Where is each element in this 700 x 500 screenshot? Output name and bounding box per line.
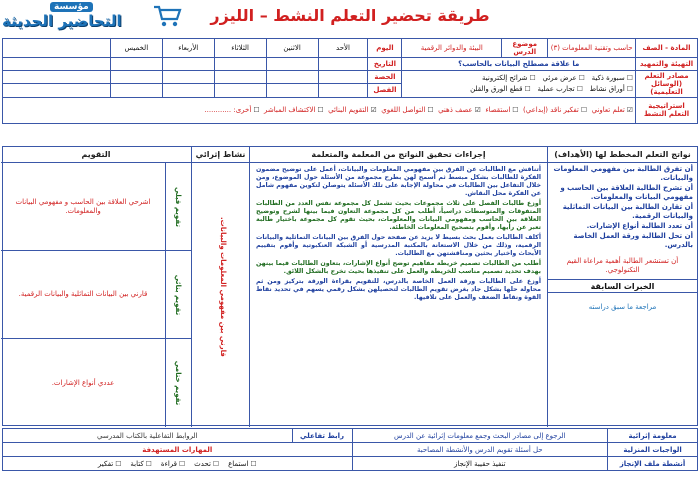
skills-label: المهارات المستهدفة bbox=[3, 443, 353, 457]
strategies-label: استراتيجية التعلم النشط bbox=[636, 97, 698, 123]
procedure-paragraph: أطلب من الطالبات تصميم خريطة مفاهيم توضح أنواع الإشارات، بتعاون الطالبات فيما بينهن بهدف تحديد تصميم مناسب للخريطة والعمل على تنفيذها بحيث تخرج بالشكل اللائق. bbox=[256, 260, 541, 275]
period-cell[interactable] bbox=[214, 70, 266, 84]
evaluation-row bbox=[1, 339, 191, 427]
day-cell: الأربعاء bbox=[162, 39, 214, 58]
resource-option[interactable]: ☐ أوراق نشاط bbox=[590, 85, 633, 93]
enrichment-value: الرجوع إلى مصادر البحث وجمع معلومات إثرائية عن الدرس bbox=[352, 429, 608, 443]
activity-header: نشاط إثرائي bbox=[192, 147, 249, 163]
evaluation-text: قارني بين البيانات التماثلية والبيانات الرقمية. bbox=[18, 290, 148, 298]
lesson-info-table bbox=[2, 38, 698, 124]
evaluation-header: التقويم bbox=[1, 147, 191, 163]
lesson-body bbox=[2, 146, 698, 426]
prior-knowledge-header: الخبرات السابقة bbox=[548, 279, 697, 293]
logo-main-text: التحاضير الحديثة bbox=[2, 12, 122, 30]
skill-option[interactable]: ☐ كتابة bbox=[130, 460, 152, 468]
period-cell[interactable] bbox=[162, 70, 214, 84]
strategy-option[interactable]: ☐ استقصاء bbox=[485, 106, 518, 114]
procedure-paragraph: أوزع على الطالبات ورقة العمل الخاصة بالدرس، للتقويم بقراءة الورقة بتركيز ومن ثم محاولة حلها بشكل جاد بغرض تقويم الطالبات لتحصيلهن بشكل رقمي يسهم في تحديد نقاط القوة ونقاط الضعف والعمل على تلافيها. bbox=[256, 278, 541, 301]
class-label: الفصل bbox=[368, 84, 402, 98]
date-cell[interactable] bbox=[318, 58, 368, 71]
topic-label: موضوع الدرس bbox=[502, 39, 548, 58]
day-cell: الأحد bbox=[318, 39, 368, 58]
period-cell[interactable] bbox=[266, 70, 318, 84]
class-cell[interactable] bbox=[110, 84, 162, 98]
portfolio-value: تنفيذ حقيبة الإنجاز bbox=[352, 457, 608, 471]
procedure-paragraph: أوزع طالبات الفصل على ثلاث مجموعات بحيث تشمل كل مجموعة نفس العدد من الطالبات المتفوقات والمتوسطات دراسياً، أطلب من كل مجموعة التعاون فيما بينها لشرح وتوضيح العلاقة بين الحاسب ومفهومي البيانات والمعلومات، بحيث تقوم كل مجموعة باختيار طالبة تعبر عن رأيها، وأقوم بتصحيح المعلومات الخاطئة. bbox=[256, 200, 541, 231]
evaluation-row bbox=[1, 251, 191, 339]
day-cell: الاثنين bbox=[266, 39, 318, 58]
procedure-paragraph: أكلف الطالبات بعمل بحث بسيط لا يزيد عن صفحة حول الفرق بين البيانات التماثلية والبيانات الرقمية، وذلك من خلال الاستعانة بالمكتبة المدرسية أو الشبكة العنكبوتية وأقوم بتقييم الأبحاث واختيار بحثين ومناقشتهن مع الطالبات. bbox=[256, 234, 541, 257]
activity-value: قارني بين مفهومي المعلومات والبيانات. bbox=[219, 217, 227, 357]
class-cell[interactable] bbox=[318, 84, 368, 98]
day-cell: الثلاثاء bbox=[214, 39, 266, 58]
objective-item: أن تفرق الطالبة بين مفهومي المعلومات والبيانات. bbox=[553, 165, 693, 182]
objective-value: أن تستشعر الطالبة أهمية مراعاة القيم التكنولوجي. bbox=[566, 257, 679, 274]
evaluation-type-cell bbox=[165, 163, 191, 250]
objective-item: أن تعدد الطالبة أنواع الإشارات. bbox=[586, 222, 693, 230]
evaluation-type: تقويم ختامي bbox=[174, 360, 182, 406]
procedures-column bbox=[249, 147, 547, 427]
period-cell[interactable] bbox=[318, 70, 368, 84]
topic-value: البيئة والدوائر الرقمية bbox=[402, 39, 502, 58]
procedures-header: إجراءات تحقيق النواتج من المعلمة والمتعلمة bbox=[250, 147, 547, 163]
class-cell[interactable] bbox=[162, 84, 214, 98]
page-title: طريقة تحضير التعلم النشط – الليزر bbox=[210, 6, 490, 25]
skill-option[interactable]: ☐ تفكير bbox=[98, 460, 122, 468]
intro-label: التهيئة والتمهيد bbox=[636, 58, 698, 71]
skill-option[interactable]: ☐ استماع bbox=[228, 460, 257, 468]
strategy-option[interactable]: ☐ تفكير ناقد (إبداعي) bbox=[523, 106, 587, 114]
intro-value: ما علاقة مصطلح البيانات بالحاسب؟ bbox=[402, 58, 636, 71]
strategy-option[interactable]: ☐ الاكتشاف المباشر bbox=[264, 106, 324, 114]
objective-item: أن تشرح الطالبة العلاقة بين الحاسب و مفهومي البيانات والمعلومات. bbox=[560, 184, 693, 201]
prior-knowledge-value: مراجعة ما سبق دراسته bbox=[588, 303, 657, 311]
skills-options bbox=[3, 457, 353, 471]
evaluation-row bbox=[1, 163, 191, 251]
date-cell[interactable] bbox=[266, 58, 318, 71]
evaluation-text: اشرحي العلاقة بين الحاسب و مفهومي البيانات والمعلومات. bbox=[15, 197, 151, 215]
strategy-option[interactable]: ☑ تعلم تعاوني bbox=[592, 106, 633, 114]
date-cell[interactable] bbox=[3, 58, 111, 71]
strategy-option[interactable]: ☐ أخرى: ............ bbox=[204, 106, 259, 114]
resources-label: مصادر التعلم (الوسائل التعليمية) bbox=[636, 70, 698, 97]
evaluation-type: تقويم قبلي bbox=[174, 186, 182, 227]
objective-item: أن تقارن الطالبة بين البيانات التماثلية والبيانات الرقمية. bbox=[562, 203, 693, 220]
strategy-option[interactable]: ☑ التقويم البنائي bbox=[328, 106, 377, 114]
skill-option[interactable]: ☐ قراءة bbox=[161, 460, 185, 468]
subject-value: حاسب وتقنية المعلومات (٣) bbox=[548, 39, 636, 58]
subject-label: المادة - الصف bbox=[636, 39, 698, 58]
class-cell[interactable] bbox=[214, 84, 266, 98]
strategy-option[interactable]: ☐ التواصل اللغوي bbox=[381, 106, 433, 114]
homework-label: الواجبات المنزلية bbox=[608, 443, 698, 457]
date-cell[interactable] bbox=[110, 58, 162, 71]
period-label: الحصة bbox=[368, 70, 402, 84]
objectives-column bbox=[547, 147, 697, 427]
objective-item: أن تحل الطالبة ورقة العمل الخاصة بالدرس. bbox=[573, 232, 693, 249]
activity-column bbox=[191, 147, 249, 427]
class-cell[interactable] bbox=[266, 84, 318, 98]
resources-options bbox=[402, 70, 636, 97]
class-cell[interactable] bbox=[3, 84, 111, 98]
procedures-text bbox=[250, 163, 547, 307]
interactive-link-label: رابط تفاعلي bbox=[292, 429, 352, 443]
period-cell[interactable] bbox=[110, 70, 162, 84]
skill-option[interactable]: ☐ تحدث bbox=[194, 460, 219, 468]
resource-option[interactable]: ☐ سبورة ذكية bbox=[592, 74, 633, 82]
date-cell[interactable] bbox=[214, 58, 266, 71]
procedure-paragraph: أتناقش مع الطالبات عن الفرق بين مفهومي المعلومات والبيانات، أعمل على توضيح مضمون الفكرة للطالبات بشكل مبسط ثم أسمح لهن بطرح مجموعة من الأسئلة حول الموضوع، ومن خلال التفاعل بين الطالبات في محاولة الإجابة على تلك الأسئلة يتوصلن لتكوين مفهوم شامل عن الفكرة محل النقاش. bbox=[256, 166, 541, 197]
resource-option[interactable]: ☐ تجارب عملية bbox=[538, 85, 583, 93]
interactive-link-value[interactable]: الروابط التفاعلية بالكتاب المدرسي bbox=[3, 429, 293, 443]
resource-option[interactable]: ☐ قطع الورق والقلن bbox=[470, 85, 531, 93]
bottom-table bbox=[2, 428, 698, 471]
day-cell: الخميس bbox=[110, 39, 162, 58]
enrichment-label: معلومة إثرائية bbox=[608, 429, 698, 443]
evaluation-type-cell bbox=[165, 339, 191, 427]
logo bbox=[2, 2, 184, 36]
homework-value: حل أسئلة تقويم الدرس والأنشطة المصاحبة bbox=[352, 443, 608, 457]
strategies-options bbox=[3, 97, 636, 123]
resource-option[interactable]: ☐ عرض مرئي bbox=[543, 74, 585, 82]
logo-top-text: مؤسسة bbox=[50, 2, 93, 12]
date-label: التاريخ bbox=[368, 58, 402, 71]
day-label: اليوم bbox=[368, 39, 402, 58]
strategy-option[interactable]: ☑ عصف ذهني bbox=[438, 106, 481, 114]
header bbox=[0, 0, 700, 36]
portfolio-label: أنشطة ملف الإنجاز bbox=[608, 457, 698, 471]
cart-icon bbox=[152, 4, 182, 28]
evaluation-text: عددي أنواع الإشارات. bbox=[51, 378, 115, 387]
blank-cell bbox=[3, 39, 111, 58]
resource-option[interactable]: ☐ شرائح إلكترونية bbox=[482, 74, 536, 82]
evaluation-column bbox=[1, 147, 191, 427]
objectives-header: نواتج التعلم المخطط لها (الأهداف) bbox=[548, 147, 697, 163]
date-cell[interactable] bbox=[162, 58, 214, 71]
period-cell[interactable] bbox=[3, 70, 111, 84]
evaluation-type: تقويم بنائي bbox=[174, 274, 182, 315]
evaluation-type-cell bbox=[165, 251, 191, 338]
objectives-list bbox=[548, 163, 697, 253]
